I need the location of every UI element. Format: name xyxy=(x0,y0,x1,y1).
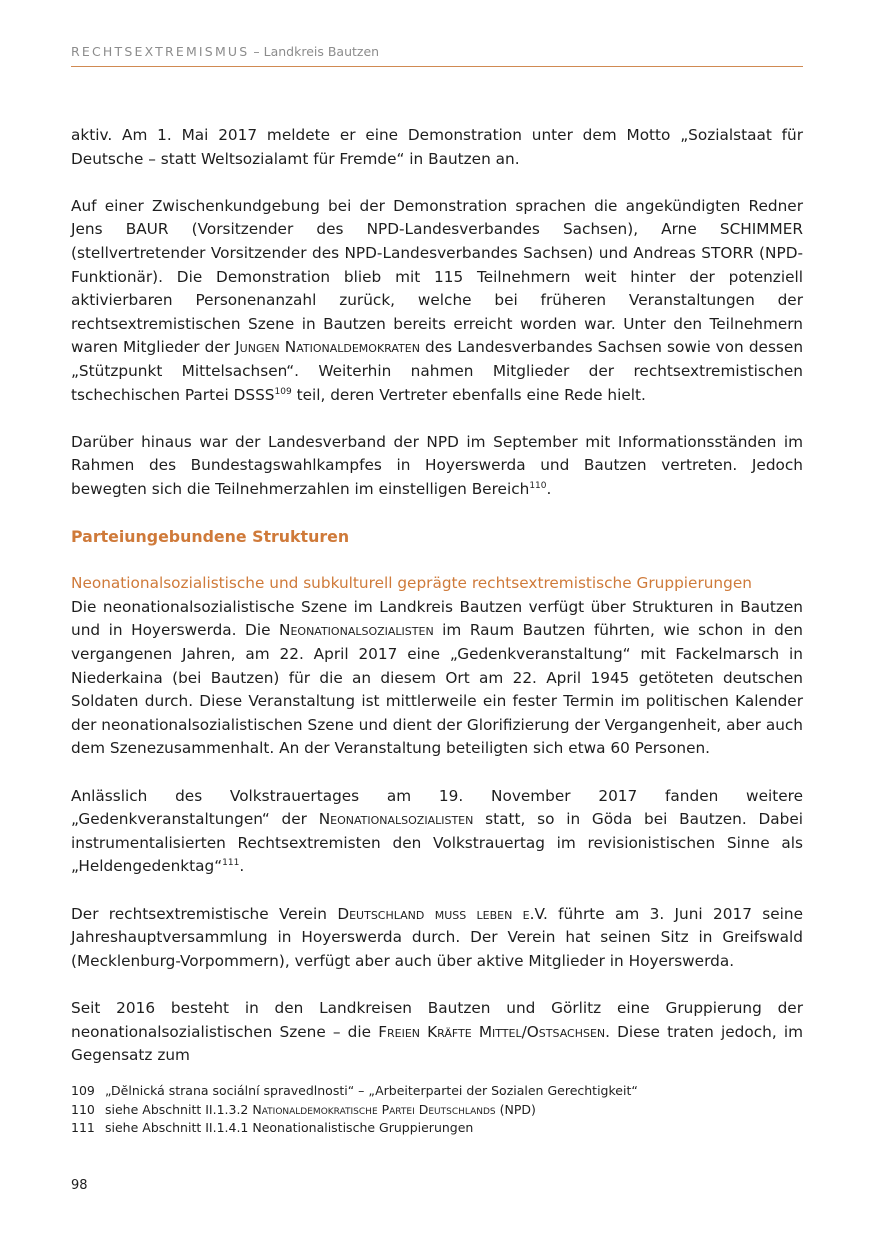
running-header xyxy=(71,44,803,67)
paragraph-6-text-a: Der rechtsextremistische Verein xyxy=(71,904,338,923)
paragraph-3 xyxy=(71,431,803,502)
paragraph-5 xyxy=(71,785,803,879)
org-name-jn: Jungen Nationaldemokraten xyxy=(235,338,420,357)
subsection-heading: Neonationalsozialistische und subkulturell geprägte rechtsextremistische Gruppierungen xyxy=(71,574,752,593)
footnote-111 xyxy=(71,1119,803,1138)
footnote-number: 109 xyxy=(71,1083,95,1098)
footnote-text: siehe Abschnitt II.1.4.1 Neonationalistische Gruppierungen xyxy=(105,1120,474,1135)
paragraph-2-text-b: des Landesverbandes Sachsen sowie von dessen „Stützpunkt Mittelsachsen“. Weiterhin nahmen Mitglieder der rechtsextremistischen tschechischen Partei DSSS xyxy=(71,338,804,404)
footnote-110 xyxy=(71,1101,803,1120)
paragraph-5-text-a: Anlässlich des Volkstrauertages am 19. November 2017 fanden weitere „Gedenkveranstaltungen“ der xyxy=(71,786,803,829)
footnote-ref-111[interactable]: 111 xyxy=(222,858,240,869)
paragraph-5-text-c: . xyxy=(239,857,245,876)
footnote-text: „Dĕlnická strana sociální spravedlnosti“ – „Arbeiterpartei der Sozialen Gerechtigkeit“ xyxy=(105,1083,638,1098)
footnote-ref-110[interactable]: 110 xyxy=(529,480,547,491)
paragraph-7 xyxy=(71,997,803,1068)
org-name-freie-kraefte: Freien Kräfte Mittel/Ostsachsen xyxy=(378,1022,606,1041)
paragraph-3-text-b: . xyxy=(546,479,552,498)
footnote-109 xyxy=(71,1082,803,1101)
footnote-ref-109[interactable]: 109 xyxy=(274,386,292,397)
footnotes xyxy=(71,1082,803,1138)
paragraph-7-text-a: Seit 2016 besteht in den Landkreisen Bautzen und Görlitz eine Gruppierung der neonationalsozialistischen Szene – die xyxy=(71,998,803,1041)
org-name-neonazis: Neonationalsozialisten xyxy=(279,621,434,640)
header-subtitle: – Landkreis Bautzen xyxy=(249,44,380,59)
footnote-text-a: siehe Abschnitt II.1.3.2 xyxy=(105,1101,253,1117)
paragraph-5-text-b: statt, so in Göda bei Bautzen. Dabei instrumentalisierten Rechtsextremisten den Volkstrauertag im revisionistischen Sinne als „Heldengedenktag“ xyxy=(71,810,803,876)
paragraph-4-text-b: im Raum Bautzen führten, wie schon in den vergangenen Jahren, am 22. April 2017 eine „Gedenkveranstaltung“ mit Fackelmarsch in Niederkaina (bei Bautzen) für die an diesem Ort am 22. April 1945 getöteten deutschen Soldaten durch. Diese Veranstaltung ist mittlerweile ein fester Termin im politischen Kalender der neonationalsozialistischen Szene und dient der Glorifizierung der Vergangenheit, aber auch dem Szenezusammenhalt. An der Veranstaltung beteiligten sich etwa 60 Personen. xyxy=(71,621,803,758)
paragraph-2 xyxy=(71,195,803,407)
paragraph-2-text-c: teil, deren Vertreter ebenfalls eine Rede hielt. xyxy=(291,385,646,404)
footnote-number: 111 xyxy=(71,1120,95,1135)
footnote-text-b: (NPD) xyxy=(495,1101,536,1117)
paragraph-7-text-b: . Diese traten jedoch, im Gegensatz zum xyxy=(71,1022,803,1065)
paragraph-4 xyxy=(71,596,803,761)
paragraph-4-text-a: Die neonationalsozialistische Szene im Landkreis Bautzen verfügt über Strukturen in Bautzen und in Hoyerswerda. Die xyxy=(71,597,803,640)
footnote-number: 110 xyxy=(71,1101,95,1117)
paragraph-2-text-a: Auf einer Zwischenkundgebung bei der Demonstration sprachen die angekündigten Redner Jens BAUR (Vorsitzender des NPD-Landesverbandes Sachsen), Arne SCHIMMER (stellvertretender Vorsitzender des NPD-Landesverbandes Sachsen) und Andreas STORR (NPD-Funktionär). Die Demonstration blieb mit 115 Teilnehmern weit hinter der potenziell aktivierbaren Personenanzahl zurück, welche bei früheren Veranstaltungen der rechtsextremistischen Szene in Bautzen bereits erreicht worden war. Unter den Teilnehmern waren Mitglieder der xyxy=(71,196,803,357)
paragraph-6 xyxy=(71,903,803,974)
org-name-dml: Deutschland muss leben e.V. xyxy=(337,904,548,923)
page-number: 98 xyxy=(71,1178,88,1193)
section-heading: Parteiungebundene Strukturen xyxy=(71,527,350,547)
body-text xyxy=(71,124,803,1068)
footnote-party-name: Nationaldemokratische Partei Deutschlands xyxy=(252,1101,496,1117)
org-name-neonazis-2: Neonationalsozialisten xyxy=(318,810,474,829)
paragraph-1-text: aktiv. Am 1. Mai 2017 meldete er eine Demonstration unter dem Motto „Sozialstaat für Deutsche – statt Weltsozialamt für Fremde“ in Bautzen an. xyxy=(71,126,803,168)
paragraph-1 xyxy=(71,124,803,171)
paragraph-6-text-b: führte am 3. Juni 2017 seine Jahreshauptversammlung in Hoyerswerda durch. Der Verein hat seinen Sitz in Greifswald (Mecklenburg-Vorpommern), verfügt aber auch über aktive Mitglieder in Hoyerswerda. xyxy=(71,904,803,970)
paragraph-3-text-a: Darüber hinaus war der Landesverband der NPD im September mit Informationsständen im Rahmen des Bundestagswahlkampfes in Hoyerswerda und Bautzen vertreten. Jedoch bewegten sich die Teilnehmerzahlen im einstelligen Bereich xyxy=(71,432,803,498)
header-title: RECHTSEXTREMISMUS xyxy=(71,44,250,59)
